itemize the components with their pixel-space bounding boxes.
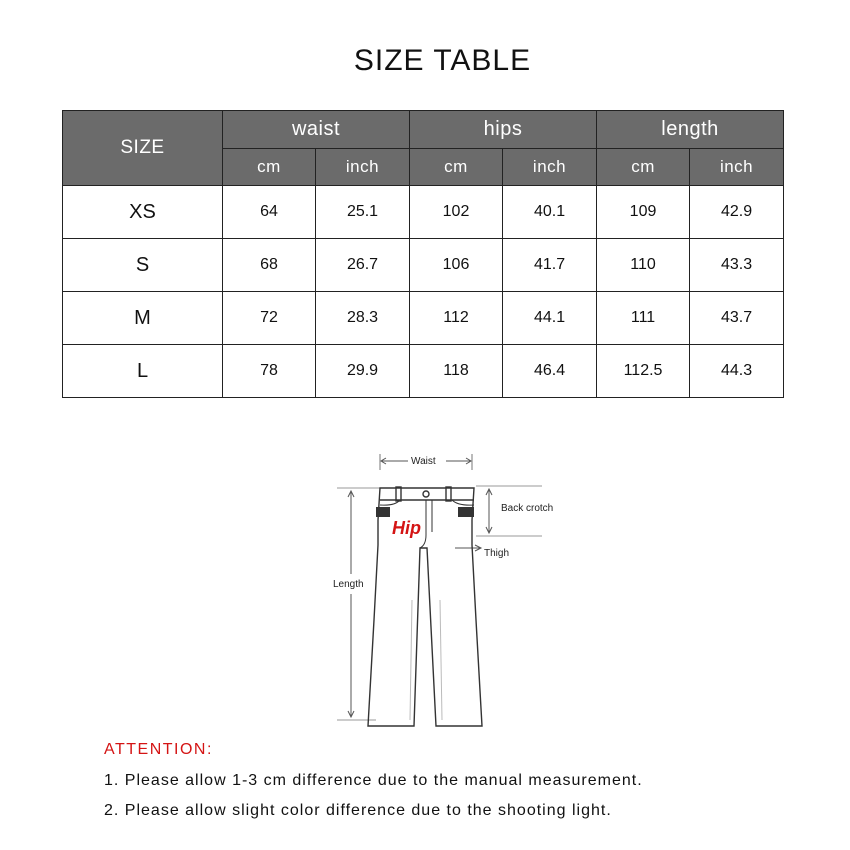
table-cell: 44.1 <box>503 292 597 345</box>
hips-cm-header: cm <box>410 149 503 186</box>
table-cell: 64 <box>223 186 316 239</box>
table-cell: 68 <box>223 239 316 292</box>
table-cell: 26.7 <box>316 239 410 292</box>
hip-label: Hip <box>392 518 421 538</box>
table-row <box>63 345 784 398</box>
table-row <box>63 292 784 345</box>
table-cell: 110 <box>597 239 690 292</box>
size-column-header: SIZE <box>63 111 223 186</box>
size-cell: XS <box>63 186 223 239</box>
table-cell: 29.9 <box>316 345 410 398</box>
page-title: SIZE TABLE <box>353 44 532 77</box>
table-cell: 112.5 <box>597 345 690 398</box>
table-row <box>63 239 784 292</box>
waist-label: Waist <box>411 456 436 467</box>
table-cell: 118 <box>410 345 503 398</box>
table-cell: 106 <box>410 239 503 292</box>
table-cell: 42.9 <box>690 186 784 239</box>
table-cell: 112 <box>410 292 503 345</box>
table-cell: 109 <box>597 186 690 239</box>
size-table <box>62 110 784 398</box>
hips-inch-header: inch <box>503 149 597 186</box>
attention-note: 1. Please allow 1-3 cm difference due to the manual measurement. <box>104 772 643 789</box>
table-cell: 40.1 <box>503 186 597 239</box>
waist-cm-header: cm <box>223 149 316 186</box>
length-label: Length <box>333 579 364 590</box>
table-cell: 28.3 <box>316 292 410 345</box>
thigh-label: Thigh <box>484 548 510 559</box>
attention-heading: ATTENTION: <box>104 741 213 758</box>
length-cm-header: cm <box>597 149 690 186</box>
waist-group-header: waist <box>223 111 410 149</box>
back-crotch-label: Back crotch <box>501 503 554 514</box>
table-row <box>63 186 784 239</box>
size-cell: L <box>63 345 223 398</box>
table-cell: 25.1 <box>316 186 410 239</box>
table-cell: 43.3 <box>690 239 784 292</box>
table-cell: 46.4 <box>503 345 597 398</box>
table-cell: 72 <box>223 292 316 345</box>
table-cell: 78 <box>223 345 316 398</box>
table-cell: 102 <box>410 186 503 239</box>
table-cell: 43.7 <box>690 292 784 345</box>
length-inch-header: inch <box>690 149 784 186</box>
length-group-header: length <box>597 111 784 149</box>
hips-group-header: hips <box>410 111 597 149</box>
size-cell: S <box>63 239 223 292</box>
pants-measurement-diagram <box>330 445 560 735</box>
table-cell: 44.3 <box>690 345 784 398</box>
attention-note: 2. Please allow slight color difference due to the shooting light. <box>104 802 612 819</box>
table-cell: 41.7 <box>503 239 597 292</box>
table-cell: 111 <box>597 292 690 345</box>
waist-inch-header: inch <box>316 149 410 186</box>
size-cell: M <box>63 292 223 345</box>
